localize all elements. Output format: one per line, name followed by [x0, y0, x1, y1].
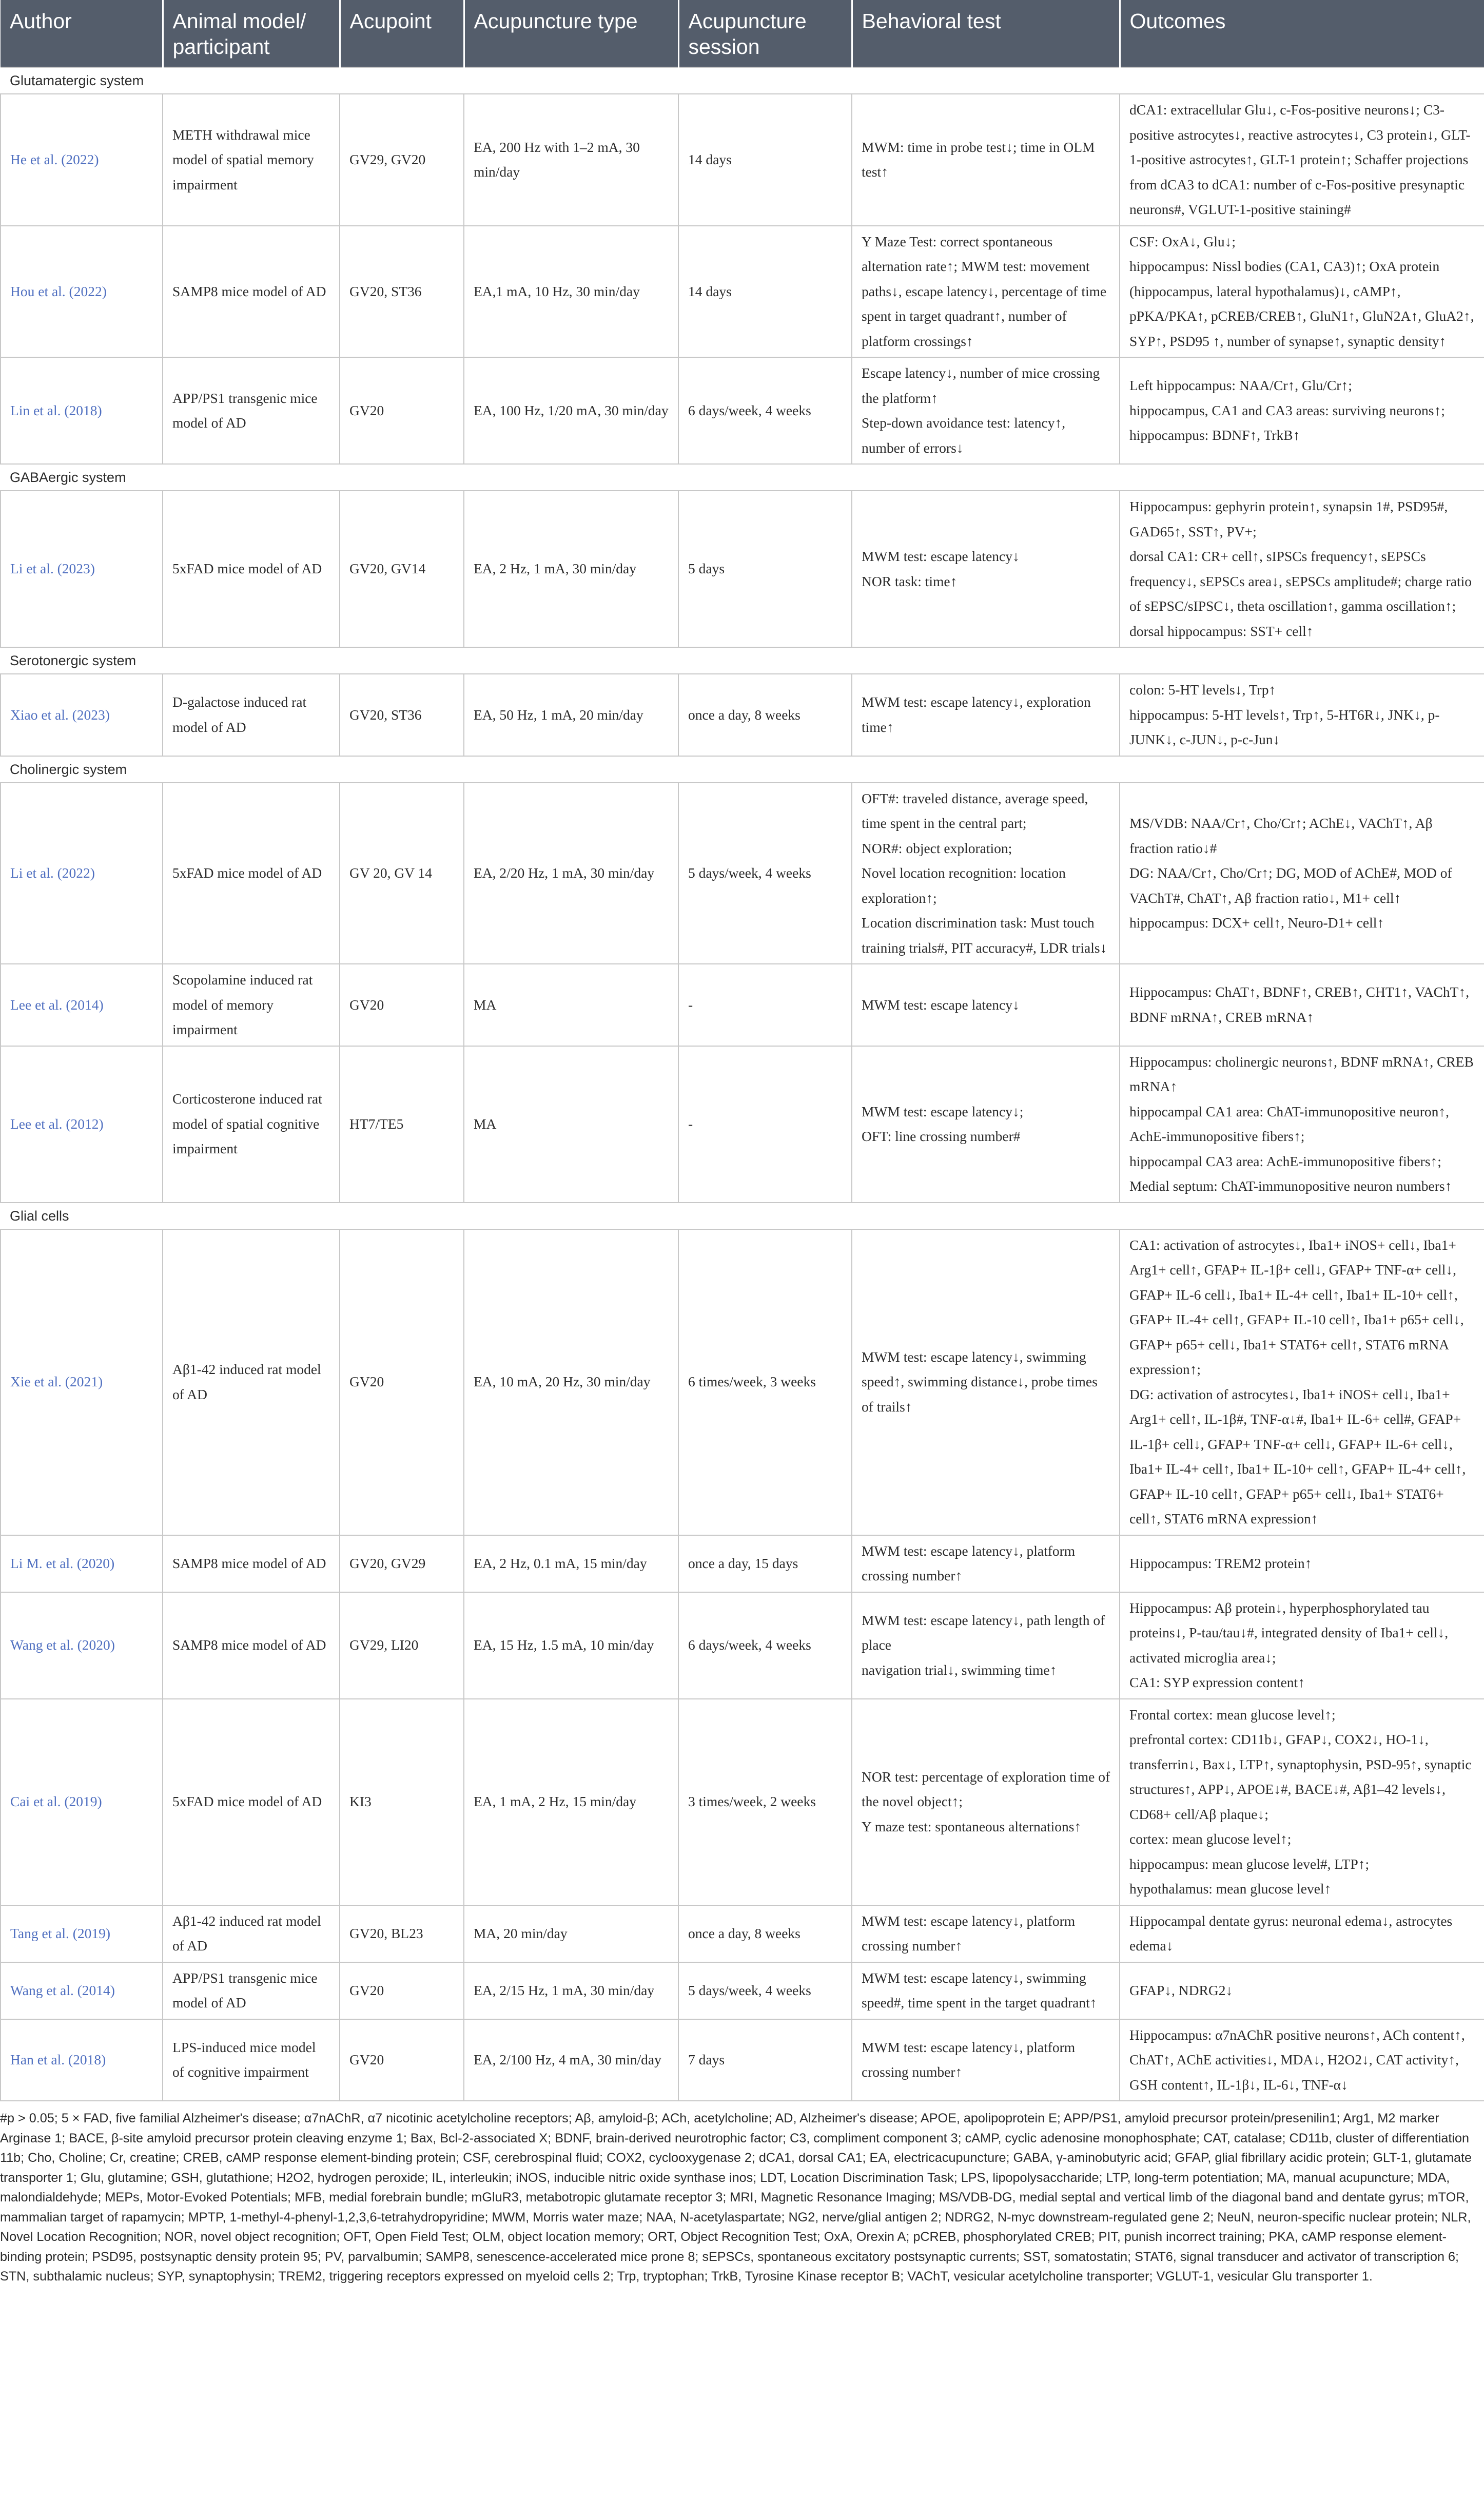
- outcomes-cell: Hippocampus: α7nAChR positive neurons↑, ACh content↑, ChAT↑, AChE activities↓, MDA↓, H2O2↓, CAT activity↑, GSH content↑, IL-1β↓, IL-6↓, TNF-α↓: [1120, 2019, 1484, 2101]
- table-row: [1, 94, 1484, 226]
- author-cell[interactable]: Hou et al. (2022): [1, 226, 163, 358]
- behavioral-test-cell: OFT#: traveled distance, average speed, time spent in the central part; NOR#: object exploration; Novel location recognition: location exploration↑; Location discrimination task: Must touch training trials#, PIT accuracy#, LDR trials↓: [852, 783, 1120, 964]
- acupuncture-type-cell: EA, 200 Hz with 1–2 mA, 30 min/day: [464, 94, 678, 226]
- column-header-acupuncture-session: Acupuncture session: [678, 0, 852, 67]
- author-cell[interactable]: Lin et al. (2018): [1, 357, 163, 464]
- section-title: Cholinergic system: [1, 756, 1484, 783]
- animal-model-cell: APP/PS1 transgenic mice model of AD: [163, 357, 340, 464]
- author-cell[interactable]: Xie et al. (2021): [1, 1229, 163, 1535]
- animal-model-cell: 5xFAD mice model of AD: [163, 783, 340, 964]
- author-cell[interactable]: Lee et al. (2012): [1, 1046, 163, 1203]
- session-cell: 5 days: [678, 491, 852, 647]
- acupuncture-type-cell: EA, 10 mA, 20 Hz, 30 min/day: [464, 1229, 678, 1535]
- outcomes-cell: CSF: OxA↓, Glu↓; hippocampus: Nissl bodies (CA1, CA3)↑; OxA protein (hippocampus, lateral hypothalamus)↓, cAMP↑, pPKA/PKA↑, pCREB/CREB↑, GluN1↑, GluN2A↑, GluA2↑, SYP↑, PSD95 ↑, number of synapse↑, synaptic density↑: [1120, 226, 1484, 358]
- behavioral-test-cell: MWM: time in probe test↓; time in OLM test↑: [852, 94, 1120, 226]
- table-footnote: [0, 2101, 1482, 2287]
- session-cell: 14 days: [678, 226, 852, 358]
- acupoint-cell: GV20: [340, 964, 464, 1046]
- acupoint-cell: GV20: [340, 1229, 464, 1535]
- acupuncture-type-cell: EA, 2/15 Hz, 1 mA, 30 min/day: [464, 1962, 678, 2019]
- acupoint-cell: GV20: [340, 1962, 464, 2019]
- table-row: [1, 1229, 1484, 1535]
- acupuncture-type-cell: EA,1 mA, 10 Hz, 30 min/day: [464, 226, 678, 358]
- author-cell[interactable]: He et al. (2022): [1, 94, 163, 226]
- footnote-text: #p > 0.05; 5 × FAD, five familial Alzheimer's disease; α7nAChR, α7 nicotinic acetylcholine receptors; Aβ, amyloid-β; ACh, acetylcholine; AD, Alzheimer's disease; APOE, apolipoprotein E; APP/PS1, amyloid precursor protein/presenilin1; Arg1, M2 marker Arginase 1; BACE, β-site amyloid precursor protein cleaving enzyme 1; Bax, Bcl-2-associated X; BDNF, brain-derived neurotrophic factor; C3, compliment component 3; cAMP, cyclic adenosine monophosphate; CAT, catalase; CD11b, cluster of differentiation 11b; Cho, Choline; Cr, creatine; CREB, cAMP response element-binding protein; CSF, cerebrospinal fluid; COX2, cyclooxygenase 2; dCA1, dorsal CA1; EA, electricacupuncture; GABA, γ-aminobutyric acid; GFAP, glial fibrillary acidic protein; GLT-1, glutamate transporter 1; Glu, glutamine; GSH, glutathione; H2O2, hydrogen peroxide; IL, interleukin; iNOS, inducible nitric oxide synthase inos; LDT, Location Discrimination Task; LPS, lipopolysaccharide; LTP, long-term potentiation; MA, manual acupuncture; MDA, malondialdehyde; MEPs, Motor-Evoked Potentials; MFB, medial forebrain bundle; mGluR3, metabotropic glutamate receptor 3; MRI, Magnetic Resonance Imaging; MS/VDB-DG, medial septal and vertical limb of the diagonal band and dentate gyrus; mTOR, mammalian target of rapamycin; MPTP, 1-methyl-4-phenyl-1,2,3,6-tetrahydropyridine; MWM, Morris water maze; NAA, N-acetylaspartate; NG2, nerve/glial antigen 2; NDRG2, N-myc downstream-regulated gene 2; NeuN, neuron-specific nuclear protein; NLR, Novel Location Recognition; NOR, novel object recognition; OFT, Open Field Test; OLM, object location memory; ORT, Object Recognition Test; OxA, Orexin A; pCREB, phosphorylated CREB; PIT, punish incorrect training; PKA, cAMP response element-binding protein; PSD95, postsynaptic density protein 95; PV, parvalbumin; SAMP8, senescence-accelerated mice prone 8; sEPSCs, spontaneous excitatory postsynaptic currents; SST, somatostatin; STAT6, signal transducer and activator of transcription 6; STN, subthalamic nucleus; SYP, synaptophysin; TREM2, triggering receptors expressed on myeloid cells 2; Trp, tryptophan; TrkB, Tyrosine Kinase receptor B; VAChT, vesicular acetylcholine transporter; VGLUT-1, vesicular Glu transporter 1.: [0, 2111, 1472, 2284]
- section-title: Glutamatergic system: [1, 67, 1484, 94]
- outcomes-cell: Hippocampus: TREM2 protein↑: [1120, 1535, 1484, 1592]
- session-cell: once a day, 8 weeks: [678, 1905, 852, 1962]
- acupoint-cell: HT7/TE5: [340, 1046, 464, 1203]
- behavioral-test-cell: MWM test: escape latency↓, swimming speed#, time spent in the target quadrant↑: [852, 1962, 1120, 2019]
- session-cell: 6 days/week, 4 weeks: [678, 357, 852, 464]
- table-row: [1, 674, 1484, 756]
- acupoint-cell: GV20, BL23: [340, 1905, 464, 1962]
- table-row: [1, 1699, 1484, 1905]
- table-row: [1, 964, 1484, 1046]
- acupoint-cell: KI3: [340, 1699, 464, 1905]
- session-cell: 14 days: [678, 94, 852, 226]
- section-row: [1, 67, 1484, 94]
- outcomes-cell: GFAP↓, NDRG2↓: [1120, 1962, 1484, 2019]
- session-cell: 3 times/week, 2 weeks: [678, 1699, 852, 1905]
- acupuncture-type-cell: EA, 2 Hz, 1 mA, 30 min/day: [464, 491, 678, 647]
- acupoint-cell: GV29, LI20: [340, 1592, 464, 1699]
- acupuncture-type-cell: MA: [464, 1046, 678, 1203]
- acupoint-cell: GV20: [340, 2019, 464, 2101]
- session-cell: 6 days/week, 4 weeks: [678, 1592, 852, 1699]
- section-row: [1, 647, 1484, 674]
- table-row: [1, 1592, 1484, 1699]
- section-row: [1, 756, 1484, 783]
- outcomes-cell: Hippocampal dentate gyrus: neuronal edema↓, astrocytes edema↓: [1120, 1905, 1484, 1962]
- header-row: [1, 0, 1484, 67]
- behavioral-test-cell: Escape latency↓, number of mice crossing the platform↑ Step-down avoidance test: latency↑, number of errors↓: [852, 357, 1120, 464]
- animal-model-cell: Scopolamine induced rat model of memory impairment: [163, 964, 340, 1046]
- outcomes-cell: Left hippocampus: NAA/Cr↑, Glu/Cr↑; hippocampus, CA1 and CA3 areas: surviving neurons↑; hippocampus: BDNF↑, TrkB↑: [1120, 357, 1484, 464]
- behavioral-test-cell: MWM test: escape latency↓, platform crossing number↑: [852, 1535, 1120, 1592]
- column-header-animal-model: Animal model/ participant: [163, 0, 340, 67]
- session-cell: once a day, 15 days: [678, 1535, 852, 1592]
- behavioral-test-cell: MWM test: escape latency↓; OFT: line crossing number#: [852, 1046, 1120, 1203]
- acupoint-cell: GV29, GV20: [340, 94, 464, 226]
- animal-model-cell: APP/PS1 transgenic mice model of AD: [163, 1962, 340, 2019]
- behavioral-test-cell: MWM test: escape latency↓: [852, 964, 1120, 1046]
- session-cell: 6 times/week, 3 weeks: [678, 1229, 852, 1535]
- animal-model-cell: METH withdrawal mice model of spatial memory impairment: [163, 94, 340, 226]
- behavioral-test-cell: MWM test: escape latency↓ NOR task: time↑: [852, 491, 1120, 647]
- acupoint-cell: GV 20, GV 14: [340, 783, 464, 964]
- outcomes-cell: CA1: activation of astrocytes↓, Iba1+ iNOS+ cell↓, Iba1+ Arg1+ cell↑, GFAP+ IL-1β+ cell↓, GFAP+ TNF-α+ cell↓, GFAP+ IL-6 cell↓, Iba1+ IL-4+ cell↑, Iba1+ IL-10+ cell↑, GFAP+ IL-4+ cell↑, GFAP+ IL-10 cell↑, Iba1+ p65+ cell↓, GFAP+ p65+ cell↓, Iba1+ STAT6+ cell↑, STAT6 mRNA expression↑; DG: activation of astrocytes↓, Iba1+ iNOS+ cell↓, Iba1+ Arg1+ cell↑, IL-1β#, TNF-α↓#, Iba1+ IL-6+ cell#, GFAP+ IL-1β+ cell↓, GFAP+ TNF-α+ cell↓, GFAP+ IL-6+ cell↓, Iba1+ IL-4+ cell↑, Iba1+ IL-10+ cell↑, GFAP+ IL-4+ cell↑, GFAP+ IL-10 cell↑, GFAP+ p65+ cell↓, Iba1+ STAT6+ cell↑, STAT6 mRNA expression↑: [1120, 1229, 1484, 1535]
- behavioral-test-cell: MWM test: escape latency↓, swimming speed↑, swimming distance↓, probe times of trails↑: [852, 1229, 1120, 1535]
- session-cell: -: [678, 1046, 852, 1203]
- author-cell[interactable]: Lee et al. (2014): [1, 964, 163, 1046]
- acupuncture-type-cell: EA, 1 mA, 2 Hz, 15 min/day: [464, 1699, 678, 1905]
- acupuncture-type-cell: EA, 2/20 Hz, 1 mA, 30 min/day: [464, 783, 678, 964]
- animal-model-cell: SAMP8 mice model of AD: [163, 1535, 340, 1592]
- column-header-author: Author: [1, 0, 163, 67]
- author-cell[interactable]: Wang et al. (2020): [1, 1592, 163, 1699]
- outcomes-cell: Hippocampus: Aβ protein↓, hyperphosphorylated tau proteins↓, P-tau/tau↓#, integrated density of Iba1+ cell↓, activated microglia area↓; CA1: SYP expression content↑: [1120, 1592, 1484, 1699]
- acupoint-cell: GV20, ST36: [340, 226, 464, 358]
- author-cell[interactable]: Xiao et al. (2023): [1, 674, 163, 756]
- outcomes-cell: dCA1: extracellular Glu↓, c-Fos-positive neurons↓; C3-positive astrocytes↓, reactive astrocytes↓, C3 protein↓, GLT-1-positive astrocytes↑, GLT-1 protein↑; Schaffer projections from dCA3 to dCA1: number of c-Fos-positive presynaptic neurons#, VGLUT-1-positive staining#: [1120, 94, 1484, 226]
- author-cell[interactable]: Cai et al. (2019): [1, 1699, 163, 1905]
- table-row: [1, 1905, 1484, 1962]
- animal-model-cell: Aβ1-42 induced rat model of AD: [163, 1229, 340, 1535]
- acupuncture-type-cell: EA, 2 Hz, 0.1 mA, 15 min/day: [464, 1535, 678, 1592]
- outcomes-cell: Hippocampus: cholinergic neurons↑, BDNF mRNA↑, CREB mRNA↑ hippocampal CA1 area: ChAT-immunopositive neuron↑, AchE-immunopositive fibers↑; hippocampal CA3 area: AchE-immunopositive fibers↑; Medial septum: ChAT-immunopositive neuron numbers↑: [1120, 1046, 1484, 1203]
- author-cell[interactable]: Li et al. (2023): [1, 491, 163, 647]
- table-row: [1, 2019, 1484, 2101]
- behavioral-test-cell: NOR test: percentage of exploration time of the novel object↑; Y maze test: spontaneous alternations↑: [852, 1699, 1120, 1905]
- column-header-acupoint: Acupoint: [340, 0, 464, 67]
- section-title: GABAergic system: [1, 464, 1484, 491]
- acupuncture-type-cell: MA: [464, 964, 678, 1046]
- session-cell: 5 days/week, 4 weeks: [678, 1962, 852, 2019]
- behavioral-test-cell: MWM test: escape latency↓, exploration time↑: [852, 674, 1120, 756]
- outcomes-cell: colon: 5-HT levels↓, Trp↑ hippocampus: 5-HT levels↑, Trp↑, 5-HT6R↓, JNK↓, p-JUNK↓, c-JUN↓, p-c-Jun↓: [1120, 674, 1484, 756]
- section-row: [1, 1203, 1484, 1229]
- author-cell[interactable]: Tang et al. (2019): [1, 1905, 163, 1962]
- acupoint-cell: GV20, ST36: [340, 674, 464, 756]
- animal-model-cell: LPS-induced mice model of cognitive impairment: [163, 2019, 340, 2101]
- behavioral-test-cell: MWM test: escape latency↓, platform crossing number↑: [852, 2019, 1120, 2101]
- acupuncture-type-cell: EA, 2/100 Hz, 4 mA, 30 min/day: [464, 2019, 678, 2101]
- outcomes-cell: Hippocampus: ChAT↑, BDNF↑, CREB↑, CHT1↑, VAChT↑, BDNF mRNA↑, CREB mRNA↑: [1120, 964, 1484, 1046]
- animal-model-cell: D-galactose induced rat model of AD: [163, 674, 340, 756]
- session-cell: once a day, 8 weeks: [678, 674, 852, 756]
- outcomes-cell: Frontal cortex: mean glucose level↑; prefrontal cortex: CD11b↓, GFAP↓, COX2↓, HO-1↓, transferrin↓, Bax↓, LTP↑, synaptophysin, PSD-95↑, synaptic structures↑, APP↓, APOE↓#, BACE↓#, Aβ1–42 levels↓, CD68+ cell/Aβ plaque↓; cortex: mean glucose level↑; hippocampus: mean glucose level#, LTP↑; hypothalamus: mean glucose level↑: [1120, 1699, 1484, 1905]
- acupoint-cell: GV20, GV29: [340, 1535, 464, 1592]
- table-row: [1, 357, 1484, 464]
- author-cell[interactable]: Wang et al. (2014): [1, 1962, 163, 2019]
- section-title: Serotonergic system: [1, 647, 1484, 674]
- acupuncture-type-cell: EA, 100 Hz, 1/20 mA, 30 min/day: [464, 357, 678, 464]
- animal-model-cell: SAMP8 mice model of AD: [163, 1592, 340, 1699]
- behavioral-test-cell: MWM test: escape latency↓, path length of place navigation trial↓, swimming time↑: [852, 1592, 1120, 1699]
- animal-model-cell: 5xFAD mice model of AD: [163, 1699, 340, 1905]
- table-row: [1, 491, 1484, 647]
- author-cell[interactable]: Han et al. (2018): [1, 2019, 163, 2101]
- behavioral-test-cell: MWM test: escape latency↓, platform crossing number↑: [852, 1905, 1120, 1962]
- animal-model-cell: 5xFAD mice model of AD: [163, 491, 340, 647]
- table-row: [1, 1535, 1484, 1592]
- behavioral-test-cell: Y Maze Test: correct spontaneous alternation rate↑; MWM test: movement paths↓, escape latency↓, percentage of time spent in target quadrant↑, number of platform crossings↑: [852, 226, 1120, 358]
- section-title: Glial cells: [1, 1203, 1484, 1229]
- table-row: [1, 1046, 1484, 1203]
- animal-model-cell: Corticosterone induced rat model of spatial cognitive impairment: [163, 1046, 340, 1203]
- acupuncture-type-cell: MA, 20 min/day: [464, 1905, 678, 1962]
- session-cell: 7 days: [678, 2019, 852, 2101]
- animal-model-cell: Aβ1-42 induced rat model of AD: [163, 1905, 340, 1962]
- table-row: [1, 1962, 1484, 2019]
- acupuncture-type-cell: EA, 15 Hz, 1.5 mA, 10 min/day: [464, 1592, 678, 1699]
- session-cell: 5 days/week, 4 weeks: [678, 783, 852, 964]
- outcomes-cell: MS/VDB: NAA/Cr↑, Cho/Cr↑; AChE↓, VAChT↑, Aβ fraction ratio↓# DG: NAA/Cr↑, Cho/Cr↑; DG, MOD of AChE#, MOD of VAChT#, ChAT↑, Aβ fraction ratio↓, M1+ cell↑ hippocampus: DCX+ cell↑, Neuro-D1+ cell↑: [1120, 783, 1484, 964]
- table-row: [1, 783, 1484, 964]
- animal-model-cell: SAMP8 mice model of AD: [163, 226, 340, 358]
- session-cell: -: [678, 964, 852, 1046]
- outcomes-cell: Hippocampus: gephyrin protein↑, synapsin 1#, PSD95#, GAD65↑, SST↑, PV+; dorsal CA1: CR+ cell↑, sIPSCs frequency↑, sEPSCs frequency↓, sEPSCs area↓, sEPSCs amplitude#; charge ratio of sEPSC/sIPSC↓, theta oscillation↑, gamma oscillation↑; dorsal hippocampus: SST+ cell↑: [1120, 491, 1484, 647]
- column-header-behavioral-test: Behavioral test: [852, 0, 1120, 67]
- author-cell[interactable]: Li et al. (2022): [1, 783, 163, 964]
- acupoint-cell: GV20: [340, 357, 464, 464]
- acupuncture-type-cell: EA, 50 Hz, 1 mA, 20 min/day: [464, 674, 678, 756]
- acupoint-cell: GV20, GV14: [340, 491, 464, 647]
- column-header-outcomes: Outcomes: [1120, 0, 1484, 67]
- section-row: [1, 464, 1484, 491]
- column-header-acupuncture-type: Acupuncture type: [464, 0, 678, 67]
- author-cell[interactable]: Li M. et al. (2020): [1, 1535, 163, 1592]
- table-row: [1, 226, 1484, 358]
